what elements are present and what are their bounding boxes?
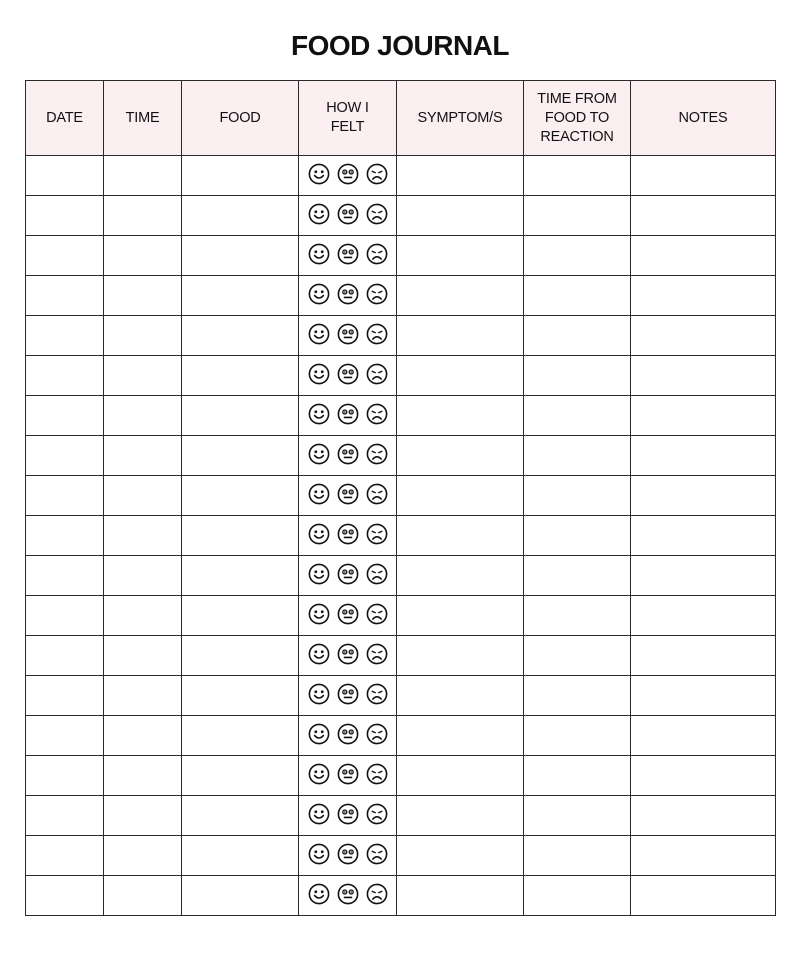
table-row: [26, 796, 776, 836]
sad-face-icon[interactable]: [366, 523, 388, 545]
sad-face-icon[interactable]: [366, 563, 388, 585]
neutral-face-icon[interactable]: [337, 683, 359, 705]
column-header-time-to-reaction: TIME FROM FOOD TO REACTION: [524, 81, 631, 156]
neutral-face-icon[interactable]: [337, 243, 359, 265]
table-row: [26, 316, 776, 356]
date-cell[interactable]: [26, 156, 104, 196]
food-cell[interactable]: [182, 636, 299, 676]
time-cell[interactable]: [104, 156, 182, 196]
mood-options: [308, 163, 388, 185]
date-cell[interactable]: [26, 596, 104, 636]
food-cell[interactable]: [182, 436, 299, 476]
food-cell[interactable]: [182, 676, 299, 716]
reaction-time-cell[interactable]: [524, 516, 631, 556]
sad-face-icon[interactable]: [366, 163, 388, 185]
date-cell[interactable]: [26, 276, 104, 316]
mood-cell: [299, 316, 397, 356]
neutral-face-icon[interactable]: [337, 363, 359, 385]
time-cell[interactable]: [104, 516, 182, 556]
column-header-how-i-felt: HOW I FELT: [299, 81, 397, 156]
mood-options: [308, 523, 388, 545]
notes-cell[interactable]: [631, 316, 776, 356]
table-row: [26, 756, 776, 796]
sad-face-icon[interactable]: [366, 203, 388, 225]
mood-cell: [299, 236, 397, 276]
mood-cell: [299, 156, 397, 196]
mood-cell: [299, 476, 397, 516]
time-cell[interactable]: [104, 236, 182, 276]
page-title: FOOD JOURNAL: [291, 30, 509, 61]
mood-options: [308, 403, 388, 425]
mood-options: [308, 283, 388, 305]
table-row: [26, 676, 776, 716]
symptoms-cell[interactable]: [397, 476, 524, 516]
date-cell[interactable]: [26, 236, 104, 276]
food-cell[interactable]: [182, 196, 299, 236]
time-cell[interactable]: [104, 756, 182, 796]
date-cell[interactable]: [26, 436, 104, 476]
notes-cell[interactable]: [631, 676, 776, 716]
happy-face-icon[interactable]: [308, 683, 330, 705]
neutral-face-icon[interactable]: [337, 523, 359, 545]
date-cell[interactable]: [26, 796, 104, 836]
mood-options: [308, 483, 388, 505]
time-cell[interactable]: [104, 316, 182, 356]
neutral-face-icon[interactable]: [337, 723, 359, 745]
time-cell[interactable]: [104, 476, 182, 516]
mood-options: [308, 243, 388, 265]
mood-cell: [299, 196, 397, 236]
food-cell[interactable]: [182, 596, 299, 636]
reaction-time-cell[interactable]: [524, 356, 631, 396]
symptoms-cell[interactable]: [397, 516, 524, 556]
table-row: [26, 276, 776, 316]
happy-face-icon[interactable]: [308, 483, 330, 505]
neutral-face-icon[interactable]: [337, 283, 359, 305]
table-row: [26, 516, 776, 556]
notes-cell[interactable]: [631, 356, 776, 396]
symptoms-cell[interactable]: [397, 396, 524, 436]
food-cell[interactable]: [182, 316, 299, 356]
reaction-time-cell[interactable]: [524, 236, 631, 276]
mood-cell: [299, 636, 397, 676]
notes-cell[interactable]: [631, 556, 776, 596]
neutral-face-icon[interactable]: [337, 323, 359, 345]
happy-face-icon[interactable]: [308, 763, 330, 785]
reaction-time-cell[interactable]: [524, 276, 631, 316]
sad-face-icon[interactable]: [366, 283, 388, 305]
happy-face-icon[interactable]: [308, 323, 330, 345]
notes-cell[interactable]: [631, 436, 776, 476]
food-cell[interactable]: [182, 396, 299, 436]
time-cell[interactable]: [104, 276, 182, 316]
symptoms-cell[interactable]: [397, 796, 524, 836]
happy-face-icon[interactable]: [308, 523, 330, 545]
happy-face-icon[interactable]: [308, 643, 330, 665]
time-cell[interactable]: [104, 556, 182, 596]
food-cell[interactable]: [182, 796, 299, 836]
time-cell[interactable]: [104, 876, 182, 916]
food-cell[interactable]: [182, 236, 299, 276]
table-row: [26, 476, 776, 516]
time-cell[interactable]: [104, 396, 182, 436]
reaction-time-cell[interactable]: [524, 596, 631, 636]
happy-face-icon[interactable]: [308, 203, 330, 225]
mood-cell: [299, 276, 397, 316]
sad-face-icon[interactable]: [366, 243, 388, 265]
reaction-time-cell[interactable]: [524, 676, 631, 716]
mood-options: [308, 363, 388, 385]
symptoms-cell[interactable]: [397, 196, 524, 236]
mood-options: [308, 443, 388, 465]
sad-face-icon[interactable]: [366, 643, 388, 665]
notes-cell[interactable]: [631, 516, 776, 556]
symptoms-cell[interactable]: [397, 316, 524, 356]
neutral-face-icon[interactable]: [337, 883, 359, 905]
mood-options: [308, 803, 388, 825]
mood-options: [308, 683, 388, 705]
notes-cell[interactable]: [631, 236, 776, 276]
time-cell[interactable]: [104, 436, 182, 476]
notes-cell[interactable]: [631, 596, 776, 636]
journal-body: [26, 156, 776, 916]
time-cell[interactable]: [104, 636, 182, 676]
time-cell[interactable]: [104, 836, 182, 876]
table-row: [26, 196, 776, 236]
reaction-time-cell[interactable]: [524, 316, 631, 356]
date-cell[interactable]: [26, 716, 104, 756]
notes-cell[interactable]: [631, 476, 776, 516]
food-cell[interactable]: [182, 356, 299, 396]
table-row: [26, 556, 776, 596]
symptoms-cell[interactable]: [397, 556, 524, 596]
happy-face-icon[interactable]: [308, 443, 330, 465]
reaction-time-cell[interactable]: [524, 436, 631, 476]
time-cell[interactable]: [104, 716, 182, 756]
neutral-face-icon[interactable]: [337, 163, 359, 185]
symptoms-cell[interactable]: [397, 836, 524, 876]
time-cell[interactable]: [104, 356, 182, 396]
neutral-face-icon[interactable]: [337, 643, 359, 665]
mood-cell: [299, 516, 397, 556]
sad-face-icon[interactable]: [366, 483, 388, 505]
food-cell[interactable]: [182, 156, 299, 196]
mood-options: [308, 603, 388, 625]
date-cell[interactable]: [26, 396, 104, 436]
food-cell[interactable]: [182, 716, 299, 756]
food-cell[interactable]: [182, 276, 299, 316]
symptoms-cell[interactable]: [397, 676, 524, 716]
date-cell[interactable]: [26, 316, 104, 356]
mood-cell: [299, 676, 397, 716]
happy-face-icon[interactable]: [308, 243, 330, 265]
mood-options: [308, 563, 388, 585]
table-row: [26, 596, 776, 636]
mood-cell: [299, 436, 397, 476]
date-cell[interactable]: [26, 196, 104, 236]
food-cell[interactable]: [182, 556, 299, 596]
mood-cell: [299, 396, 397, 436]
food-cell[interactable]: [182, 876, 299, 916]
notes-cell[interactable]: [631, 276, 776, 316]
date-cell[interactable]: [26, 676, 104, 716]
table-row: [26, 716, 776, 756]
mood-cell: [299, 796, 397, 836]
notes-cell[interactable]: [631, 716, 776, 756]
table-row: [26, 436, 776, 476]
happy-face-icon[interactable]: [308, 163, 330, 185]
neutral-face-icon[interactable]: [337, 443, 359, 465]
happy-face-icon[interactable]: [308, 603, 330, 625]
food-cell[interactable]: [182, 836, 299, 876]
notes-cell[interactable]: [631, 836, 776, 876]
happy-face-icon[interactable]: [308, 403, 330, 425]
happy-face-icon[interactable]: [308, 843, 330, 865]
date-cell[interactable]: [26, 836, 104, 876]
neutral-face-icon[interactable]: [337, 203, 359, 225]
column-header-date: DATE: [26, 81, 104, 156]
mood-cell: [299, 596, 397, 636]
reaction-time-cell[interactable]: [524, 716, 631, 756]
reaction-time-cell[interactable]: [524, 756, 631, 796]
notes-cell[interactable]: [631, 156, 776, 196]
symptoms-cell[interactable]: [397, 756, 524, 796]
symptoms-cell[interactable]: [397, 276, 524, 316]
mood-cell: [299, 356, 397, 396]
mood-options: [308, 203, 388, 225]
reaction-time-cell[interactable]: [524, 476, 631, 516]
sad-face-icon[interactable]: [366, 363, 388, 385]
food-cell[interactable]: [182, 756, 299, 796]
reaction-time-cell[interactable]: [524, 156, 631, 196]
sad-face-icon[interactable]: [366, 443, 388, 465]
reaction-time-cell[interactable]: [524, 836, 631, 876]
sad-face-icon[interactable]: [366, 843, 388, 865]
mood-options: [308, 643, 388, 665]
notes-cell[interactable]: [631, 756, 776, 796]
symptoms-cell[interactable]: [397, 436, 524, 476]
sad-face-icon[interactable]: [366, 723, 388, 745]
date-cell[interactable]: [26, 556, 104, 596]
table-row: [26, 236, 776, 276]
notes-cell[interactable]: [631, 636, 776, 676]
happy-face-icon[interactable]: [308, 883, 330, 905]
neutral-face-icon[interactable]: [337, 803, 359, 825]
date-cell[interactable]: [26, 356, 104, 396]
neutral-face-icon[interactable]: [337, 603, 359, 625]
symptoms-cell[interactable]: [397, 636, 524, 676]
neutral-face-icon[interactable]: [337, 763, 359, 785]
mood-cell: [299, 756, 397, 796]
mood-cell: [299, 836, 397, 876]
time-cell[interactable]: [104, 676, 182, 716]
sad-face-icon[interactable]: [366, 763, 388, 785]
neutral-face-icon[interactable]: [337, 563, 359, 585]
mood-options: [308, 883, 388, 905]
symptoms-cell[interactable]: [397, 716, 524, 756]
happy-face-icon[interactable]: [308, 283, 330, 305]
mood-options: [308, 843, 388, 865]
notes-cell[interactable]: [631, 796, 776, 836]
reaction-time-cell[interactable]: [524, 196, 631, 236]
symptoms-cell[interactable]: [397, 356, 524, 396]
date-cell[interactable]: [26, 476, 104, 516]
time-cell[interactable]: [104, 796, 182, 836]
happy-face-icon[interactable]: [308, 563, 330, 585]
date-cell[interactable]: [26, 876, 104, 916]
food-journal-table: [25, 80, 776, 916]
table-row: [26, 876, 776, 916]
symptoms-cell[interactable]: [397, 596, 524, 636]
sad-face-icon[interactable]: [366, 323, 388, 345]
neutral-face-icon[interactable]: [337, 403, 359, 425]
happy-face-icon[interactable]: [308, 803, 330, 825]
mood-options: [308, 323, 388, 345]
column-header-time: TIME: [104, 81, 182, 156]
sad-face-icon[interactable]: [366, 403, 388, 425]
column-header-food: FOOD: [182, 81, 299, 156]
sad-face-icon[interactable]: [366, 803, 388, 825]
food-cell[interactable]: [182, 516, 299, 556]
mood-cell: [299, 876, 397, 916]
table-row: [26, 636, 776, 676]
symptoms-cell[interactable]: [397, 236, 524, 276]
mood-cell: [299, 716, 397, 756]
reaction-time-cell[interactable]: [524, 396, 631, 436]
time-cell[interactable]: [104, 196, 182, 236]
date-cell[interactable]: [26, 756, 104, 796]
table-row: [26, 836, 776, 876]
happy-face-icon[interactable]: [308, 723, 330, 745]
notes-cell[interactable]: [631, 396, 776, 436]
happy-face-icon[interactable]: [308, 363, 330, 385]
symptoms-cell[interactable]: [397, 156, 524, 196]
mood-cell: [299, 556, 397, 596]
notes-cell[interactable]: [631, 196, 776, 236]
mood-options: [308, 723, 388, 745]
mood-options: [308, 763, 388, 785]
date-cell[interactable]: [26, 636, 104, 676]
neutral-face-icon[interactable]: [337, 483, 359, 505]
header-row: [26, 81, 776, 156]
time-cell[interactable]: [104, 596, 182, 636]
column-header-symptoms: SYMPTOM/S: [397, 81, 524, 156]
neutral-face-icon[interactable]: [337, 843, 359, 865]
reaction-time-cell[interactable]: [524, 796, 631, 836]
reaction-time-cell[interactable]: [524, 556, 631, 596]
table-row: [26, 156, 776, 196]
sad-face-icon[interactable]: [366, 883, 388, 905]
reaction-time-cell[interactable]: [524, 636, 631, 676]
sad-face-icon[interactable]: [366, 683, 388, 705]
notes-cell[interactable]: [631, 876, 776, 916]
symptoms-cell[interactable]: [397, 876, 524, 916]
date-cell[interactable]: [26, 516, 104, 556]
sad-face-icon[interactable]: [366, 603, 388, 625]
reaction-time-cell[interactable]: [524, 876, 631, 916]
food-cell[interactable]: [182, 476, 299, 516]
table-row: [26, 396, 776, 436]
column-header-notes: NOTES: [631, 81, 776, 156]
table-row: [26, 356, 776, 396]
